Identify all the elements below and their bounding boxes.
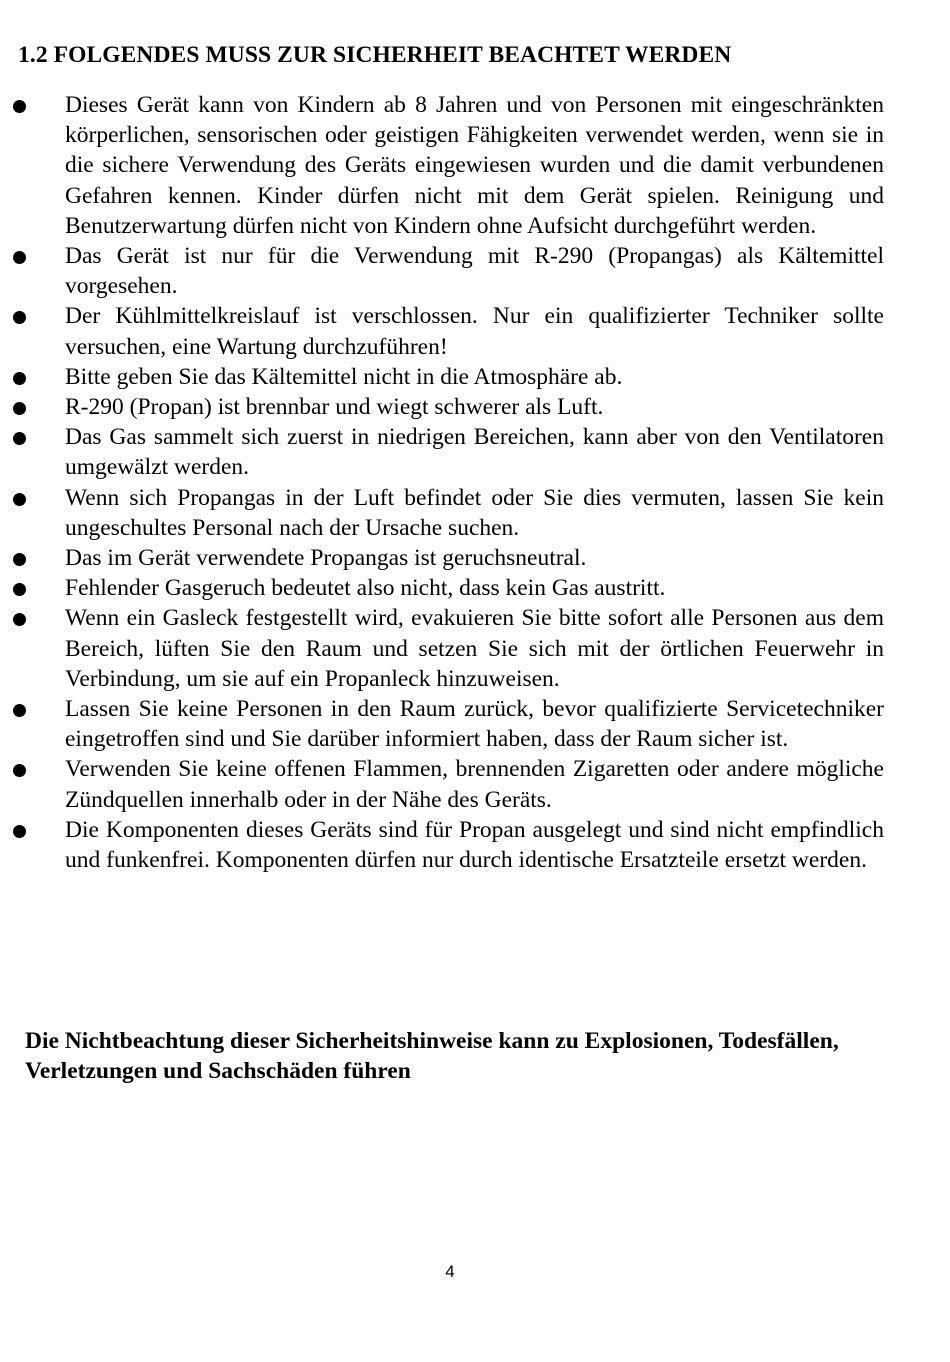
safety-warning: Die Nichtbeachtung dieser Sicherheitshinweise kann zu Explosionen, Todesfällen, Verletzungen und Sachschäden führen (25, 1028, 839, 1084)
list-item-text: Fehlender Gasgeruch bedeutet also nicht, dass kein Gas austritt. (65, 575, 666, 602)
list-item-text: Das Gas sammelt sich zuerst in niedrigen Bereichen, kann aber von den Ventilatoren umgewälzt werden. (65, 424, 884, 481)
bullet-icon (13, 372, 26, 385)
list-item (65, 392, 884, 422)
list-item (65, 815, 884, 875)
list-item-text: Wenn sich Propangas in der Luft befindet oder Sie dies vermuten, lassen Sie kein ungeschultes Personal nach der Ursache suchen. (65, 484, 884, 541)
safety-instructions-list (0, 90, 950, 875)
list-item (65, 603, 884, 694)
list-item (65, 301, 884, 361)
list-item (65, 422, 884, 482)
list-item (65, 754, 884, 814)
list-item (65, 573, 884, 603)
list-item-text: Die Komponenten dieses Geräts sind für Propan ausgelegt und sind nicht empfindlich und funkenfrei. Komponenten dürfen nur durch identische Ersatzteile ersetzt werden. (65, 816, 884, 874)
list-item-text: Bitte geben Sie das Kältemittel nicht in die Atmosphäre ab. (65, 363, 623, 390)
list-item-text: Das Gerät ist nur für die Verwendung mit R-290 (Propangas) als Kältemittel vorgesehen. (65, 243, 884, 300)
list-item-text: R-290 (Propan) ist brennbar und wiegt schwerer als Luft. (65, 394, 604, 421)
list-item-text: Lassen Sie keine Personen in den Raum zurück, bevor qualifizierte Servicetechniker eingetroffen sind und Sie darüber informiert haben, dass der Raum sicher ist. (65, 696, 884, 753)
list-item-text: Verwenden Sie keine offenen Flammen, brennenden Zigaretten oder andere mögliche Zündquellen innerhalb oder in der Nähe des Geräts. (65, 756, 884, 813)
list-item-text: Der Kühlmittelkreislauf ist verschlossen. Nur ein qualifizierter Techniker sollte versuchen, eine Wartung durchzuführen! (65, 303, 884, 360)
bullet-icon (13, 251, 26, 264)
list-item (65, 694, 884, 754)
section-title: 1.2 FOLGENDES MUSS ZUR SICHERHEIT BEACHTET WERDEN (18, 42, 732, 68)
list-item-text: Das im Gerät verwendete Propangas ist geruchsneutral. (65, 545, 587, 572)
bullet-icon (13, 402, 26, 415)
list-item-text: Dieses Gerät kann von Kindern ab 8 Jahren und von Personen mit eingeschränkten körperlichen, sensorischen oder geistigen Fähigkeiten verwendet werden, wenn sie in die sichere Verwendung des Geräts eingewiesen wurden und die damit verbundenen Gefahren kennen. Kinder dürfen nicht mit dem Gerät spielen. Reinigung und Benutzerwartung dürfen nicht von Kindern ohne Aufsicht durchgeführt werden. (65, 92, 884, 239)
list-item-text: Wenn ein Gasleck festgestellt wird, evakuieren Sie bitte sofort alle Personen aus dem Bereich, lüften Sie den Raum und setzen Sie sich mit der örtlichen Feuerwehr in Verbindung, um sie auf ein Propanleck hinzuweisen. (65, 605, 884, 692)
bullet-icon (13, 553, 26, 566)
bullet-icon (13, 825, 26, 838)
list-item (65, 90, 884, 241)
bullet-icon (13, 311, 26, 324)
bullet-icon (13, 100, 26, 113)
bullet-icon (13, 432, 26, 445)
page-number: 4 (445, 1262, 455, 1281)
bullet-icon (13, 583, 26, 596)
bullet-icon (13, 704, 26, 717)
bullet-icon (13, 764, 26, 777)
bullet-icon (13, 613, 26, 626)
bullet-icon (13, 493, 26, 506)
list-item (65, 362, 884, 392)
list-item (65, 241, 884, 301)
list-item (65, 543, 884, 573)
list-item (65, 483, 884, 543)
